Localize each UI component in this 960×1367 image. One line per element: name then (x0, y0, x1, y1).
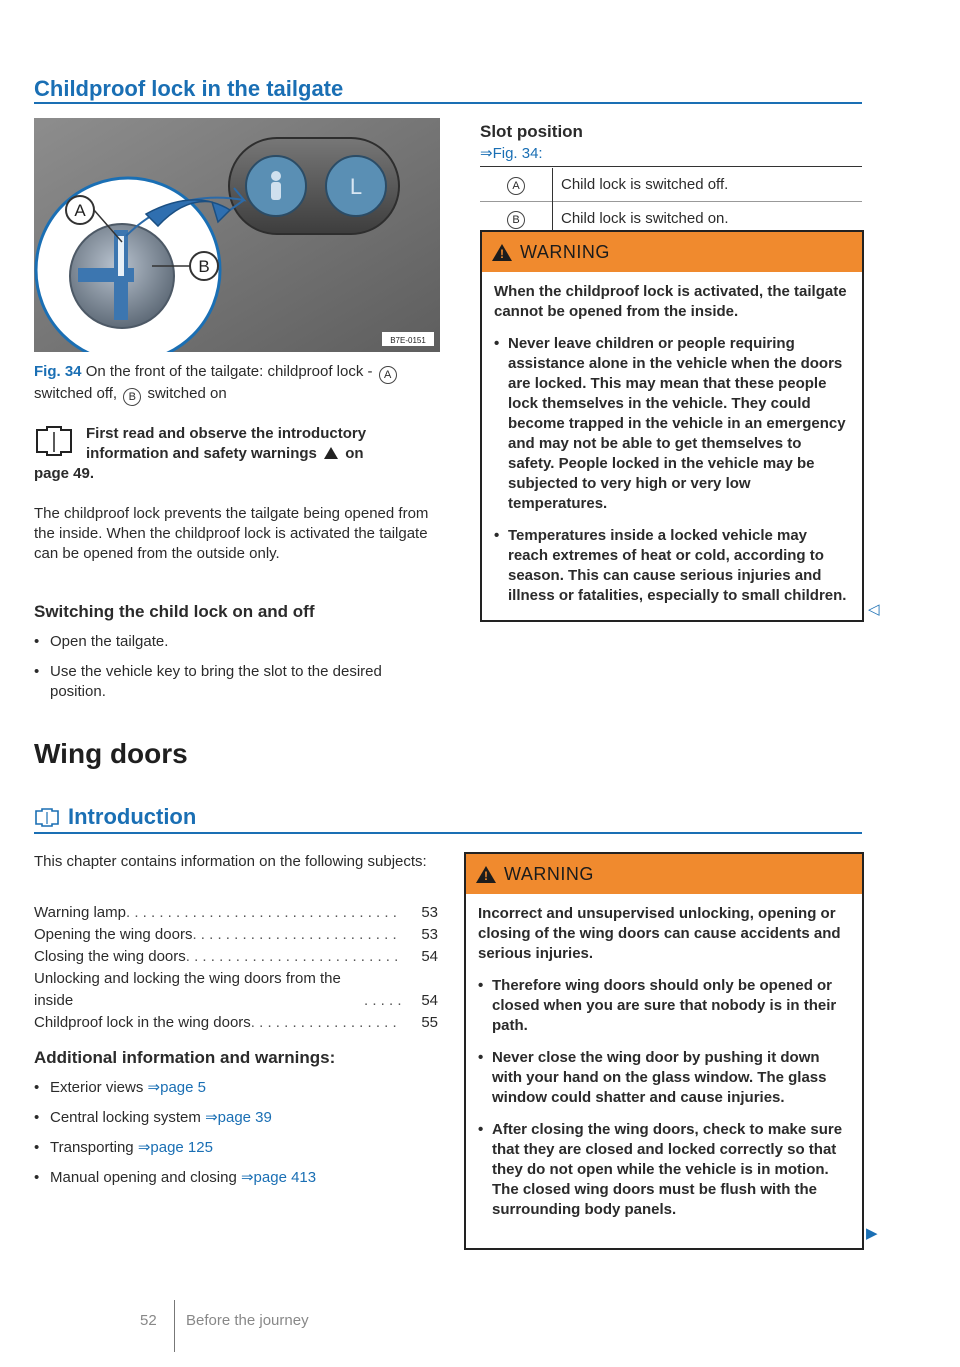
introduction-heading (34, 804, 196, 830)
warning-item: • Therefore wing doors should only be opened or closed when you are sure that nobody is in their path. (478, 976, 850, 1036)
list-item[interactable]: Warning lamp . . . 53 (34, 902, 438, 924)
warning-item: • Never close the wing door by pushing it down with your hand on the glass window. The glass window could shatter and cause injuries. (478, 1048, 850, 1108)
title-rule (34, 102, 862, 104)
introduction-rule (34, 832, 862, 834)
section-title-wing-doors: Wing doors (34, 738, 188, 769)
warning-lead: Incorrect and unsupervised unlocking, opening or closing of the wing doors can cause accidents and serious injuries. (478, 905, 841, 962)
introduction-text: This chapter contains information on the following subjects: (34, 853, 427, 870)
switching-steps (34, 632, 434, 712)
page-link[interactable]: ⇒page 39 (205, 1109, 272, 1126)
continue-arrow-icon: ▶ (866, 1225, 878, 1242)
caption-mark-a: A (379, 366, 397, 384)
table-row (480, 168, 862, 202)
slot-mark-b: B (507, 211, 525, 229)
caption-mark-b: B (123, 388, 141, 406)
warning-triangle-icon (324, 447, 338, 459)
warning-item: • After closing the wing doors, check to make sure that they are closed and locked correctly so that they do not open while the vehicle is in motion. The closed wing doors must be flush with the surrounding body panels. (478, 1120, 850, 1220)
warning-header (466, 854, 862, 894)
warning-body (482, 272, 862, 624)
warning-body (466, 894, 862, 1238)
topic-list (34, 902, 438, 1034)
intro-note-line-2: information and safety warnings (86, 445, 317, 462)
slot-text-b: Child lock is switched on. (553, 202, 863, 236)
list-item: • Transporting ⇒page 125 (34, 1138, 434, 1158)
warning-icon (492, 244, 512, 261)
additional-info-heading: Additional information and warnings: (34, 1048, 336, 1067)
slot-position-table (480, 168, 862, 235)
list-item[interactable]: Opening the wing doors . . . 53 (34, 924, 438, 946)
figure-34-image (34, 118, 440, 352)
figure-label-a: A (74, 201, 86, 220)
warning-icon (476, 866, 496, 883)
warning-box-childproof (480, 230, 864, 622)
footer-page-number: 52 (140, 1312, 157, 1329)
warning-header (482, 232, 862, 272)
slot-position-heading: Slot position (480, 122, 583, 141)
childproof-description: The childproof lock prevents the tailgate being opened from the inside. When the childproof lock is activated the tailgate can be opened from the outside only. (34, 505, 429, 562)
intro-note (34, 424, 444, 484)
warning-box-wing-doors (464, 852, 864, 1250)
section-title-childproof-lock: Childproof lock in the tailgate (34, 76, 344, 101)
warning-lead: When the childproof lock is activated, the tailgate cannot be opened from the inside. (494, 283, 847, 320)
step-item: • Use the vehicle key to bring the slot to the desired position. (34, 662, 434, 702)
intro-note-line-4: page 49. (34, 465, 95, 482)
slot-text-a: Child lock is switched off. (553, 168, 863, 202)
footer-divider (174, 1300, 175, 1352)
warning-label: WARNING (504, 863, 594, 884)
switching-heading: Switching the child lock on and off (34, 602, 315, 621)
slot-mark-a: A (507, 177, 525, 195)
slot-figure-ref[interactable]: ⇒Fig. 34: (480, 145, 543, 162)
figure-label-b: B (198, 257, 210, 276)
introduction-title: Introduction (68, 804, 197, 829)
book-icon (34, 807, 60, 827)
end-of-section-icon: ◁ (868, 601, 880, 618)
list-item[interactable]: Closing the wing doors . . . 54 (34, 946, 438, 968)
svg-text:L: L (349, 174, 363, 199)
list-item: • Exterior views ⇒page 5 (34, 1078, 434, 1098)
figure-code: B7E-0151 (390, 336, 426, 345)
page-link[interactable]: ⇒page 125 (137, 1139, 213, 1156)
caption-text-1: On the front of the tailgate: childproof lock - (85, 363, 373, 380)
additional-info-list (34, 1078, 434, 1198)
intro-note-line-3: on (345, 445, 364, 462)
warning-item: • Never leave children or people requiring assistance alone in the vehicle when the doors are locked. This may mean that these people lock themselves in the vehicle. They could become trapped in the vehicle in an emergency and may not be able to get themselves to safety. People locked in the vehicle may be subjected to very high or very low temperatures. (494, 334, 850, 514)
list-item[interactable]: Childproof lock in the wing doors . . . 55 (34, 1012, 438, 1034)
list-item[interactable]: Unlocking and locking the wing doors from the inside . . . 54 (34, 968, 438, 1012)
book-icon (34, 424, 74, 458)
step-item: • Open the tailgate. (34, 632, 434, 652)
list-item: • Manual opening and closing ⇒page 413 (34, 1168, 434, 1188)
figure-caption (34, 362, 440, 406)
intro-note-line-1: First read and observe the introductory (86, 425, 367, 442)
caption-text-2: switched off, (34, 385, 118, 402)
list-item: • Central locking system ⇒page 39 (34, 1108, 434, 1128)
caption-prefix: Fig. 34 (34, 363, 82, 380)
warning-label: WARNING (520, 241, 610, 262)
page-link[interactable]: ⇒page 5 (147, 1079, 206, 1096)
childproof-lock-illustration (34, 118, 440, 352)
page-link[interactable]: ⇒page 413 (240, 1169, 317, 1186)
warning-item: • Temperatures inside a locked vehicle may reach extremes of heat or cold, according to season. This can cause serious injuries and illness or fatalities, especially to small children. (494, 526, 850, 606)
caption-text-3: switched on (147, 385, 227, 402)
footer-chapter: Before the journey (186, 1312, 309, 1329)
